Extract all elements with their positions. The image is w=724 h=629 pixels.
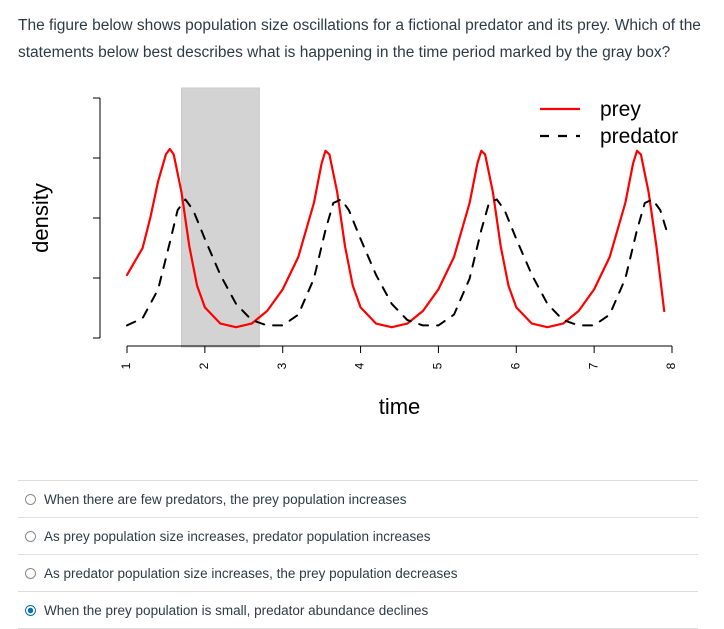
question-text: The figure below shows population size oscillations for a fictional predator and its prey. Which of the statements below best describes what is happening in the time period marked by the gray box?: [18, 17, 701, 61]
radio-button[interactable]: [25, 605, 36, 616]
answer-option-4[interactable]: [18, 591, 698, 629]
predator-legend-label: predator: [600, 125, 679, 148]
answer-option-label: As prey population size increases, predator population increases: [44, 528, 431, 544]
x-tick-label: 4: [352, 362, 367, 370]
answer-option-3[interactable]: [18, 554, 698, 591]
prey-legend-label: prey: [600, 98, 641, 121]
radio-button[interactable]: [25, 568, 36, 579]
population-chart: [0, 82, 724, 462]
radio-button[interactable]: [25, 494, 36, 505]
answer-option-1[interactable]: [18, 480, 698, 517]
x-tick-label: 5: [430, 362, 445, 370]
answer-option-label: When the prey population is small, predator abundance declines: [44, 602, 429, 618]
x-tick-label: 2: [197, 362, 212, 370]
answer-option-label: When there are few predators, the prey population increases: [44, 491, 407, 507]
answer-options: [18, 480, 698, 629]
x-axis-label: time: [378, 394, 421, 419]
y-axis-label: density: [28, 183, 53, 253]
x-tick-label: 6: [508, 362, 523, 370]
plot-area: [28, 88, 678, 419]
highlight-box: [182, 88, 260, 347]
radio-button[interactable]: [25, 531, 36, 542]
answer-option-label: As predator population size increases, the prey population decreases: [44, 565, 458, 581]
x-tick-label: 3: [274, 362, 289, 370]
x-tick-label: 1: [119, 362, 134, 370]
x-tick-label: 7: [586, 362, 601, 370]
x-tick-label: 8: [664, 362, 679, 370]
answer-option-2[interactable]: [18, 517, 698, 554]
